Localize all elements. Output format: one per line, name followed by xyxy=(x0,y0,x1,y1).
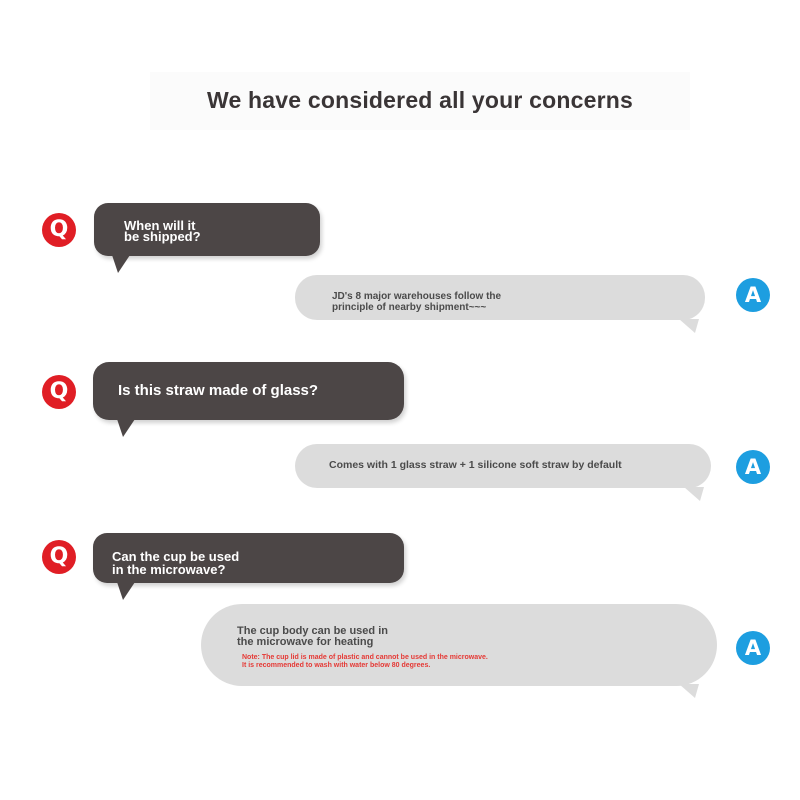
answer-3-note-line-2: It is recommended to wash with water below 80 degrees. xyxy=(242,662,431,669)
question-bubble-2-tail xyxy=(117,419,135,437)
answer-bubble-2-tail xyxy=(684,487,704,501)
answer-bubble-3 xyxy=(201,604,717,686)
question-bubble-1 xyxy=(94,203,320,256)
question-badge-icon: Q xyxy=(42,213,76,247)
answer-bubble-3-tail xyxy=(679,684,699,698)
question-bubble-2 xyxy=(93,362,404,420)
answer-3-line-2: the microwave for heating xyxy=(237,636,374,648)
answer-3-note-line-1: Note: The cup lid is made of plastic and cannot be used in the microwave. xyxy=(242,654,488,661)
answer-badge-icon: A xyxy=(736,278,770,312)
question-2-line-1: Is this straw made of glass? xyxy=(118,382,319,399)
question-bubble-3-tail xyxy=(117,582,135,600)
question-bubble-3 xyxy=(93,533,404,583)
question-bubble-1-tail xyxy=(112,255,130,273)
answer-bubble-1-tail xyxy=(679,319,699,333)
question-badge-icon: Q xyxy=(42,375,76,409)
answer-3-line-1: The cup body can be used in xyxy=(237,625,388,637)
page-title: We have considered all your concerns xyxy=(150,72,690,130)
question-3-line-1: Can the cup be used xyxy=(112,549,240,564)
question-3-line-2: in the microwave? xyxy=(112,562,226,577)
answer-bubble-2 xyxy=(295,444,711,488)
answer-1-line-1: JD's 8 major warehouses follow the xyxy=(332,291,502,302)
answer-1-line-2: principle of nearby shipment~~~ xyxy=(332,302,487,313)
question-1-line-1: When will it xyxy=(124,218,196,233)
question-1-line-2: be shipped? xyxy=(124,229,201,244)
answer-2-line-1: Comes with 1 glass straw + 1 silicone soft straw by default xyxy=(329,459,622,471)
question-badge-icon: Q xyxy=(42,540,76,574)
answer-badge-icon: A xyxy=(736,450,770,484)
answer-badge-icon: A xyxy=(736,631,770,665)
answer-bubble-1 xyxy=(295,275,705,320)
